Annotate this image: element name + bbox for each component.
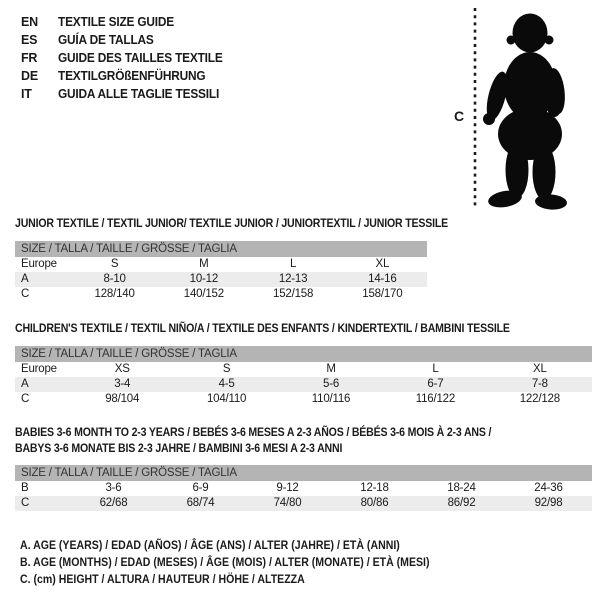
section-title-text: BABYS 3-6 MONATE BIS 2-3 JAHRE / BAMBINI 3-6 MESI A 2-3 ANNI <box>15 441 343 455</box>
size-cell: 3-6 <box>105 482 122 494</box>
size-cell: 104/110 <box>206 393 247 405</box>
height-figure <box>440 0 600 220</box>
size-cell: S <box>110 258 119 270</box>
row-label: A <box>21 273 29 285</box>
size-cell: 80/86 <box>360 497 389 509</box>
row-label: Europe <box>21 363 57 375</box>
table-row-age-years <box>15 377 592 392</box>
size-cell: 12-13 <box>278 273 308 285</box>
size-cell: M <box>326 363 336 375</box>
baby-silhouette-icon <box>483 14 568 211</box>
size-table-children <box>15 346 592 407</box>
language-title: GUIDE DES TAILLES TEXTILE <box>58 51 223 65</box>
table-row-europe <box>15 257 427 272</box>
size-cell: 6-7 <box>427 378 444 390</box>
size-cell: 122/128 <box>519 393 560 405</box>
size-cell: 18-24 <box>447 482 476 494</box>
language-title-block <box>21 13 231 103</box>
size-cell: 128/140 <box>94 288 135 300</box>
size-cell: 9-12 <box>276 482 299 494</box>
size-cell: 4-5 <box>218 378 235 390</box>
size-cell: 74/80 <box>273 497 302 509</box>
size-table-header <box>15 241 427 257</box>
size-header-text: SIZE / TALLA / TAILLE / GRÖSSE / TAGLIA <box>21 467 237 479</box>
table-row-height <box>15 392 592 407</box>
size-cell: 24-36 <box>534 482 563 494</box>
size-cell: 86/92 <box>447 497 476 509</box>
language-code: FR <box>21 51 38 65</box>
size-cell: XL <box>375 258 390 270</box>
language-row-de <box>21 67 231 85</box>
size-table-header <box>15 346 592 362</box>
footnote-age-years <box>20 537 485 554</box>
language-row-es <box>21 31 231 49</box>
size-cell: XS <box>114 363 130 375</box>
size-cell: 98/104 <box>105 393 140 405</box>
language-code: ES <box>21 33 38 47</box>
row-label: C <box>21 393 30 405</box>
size-cell: 8-10 <box>103 273 126 285</box>
size-cell: 10-12 <box>189 273 219 285</box>
size-table-header <box>15 465 592 481</box>
language-title: GUIDA ALLE TAGLIE TESSILI <box>58 87 220 101</box>
section-title-text: BABIES 3-6 MONTH TO 2-3 YEARS / BEBÉS 3-6 MESES A 2-3 AÑOS / BÉBÉS 3-6 MOIS À 2-3 ANS / <box>15 425 492 439</box>
size-cell: 116/122 <box>415 393 456 405</box>
legend <box>20 537 485 588</box>
language-title: GUÍA DE TALLAS <box>58 33 154 47</box>
footnote-age-months <box>20 554 485 571</box>
size-cell: S <box>222 363 231 375</box>
size-cell: 62/68 <box>99 497 128 509</box>
size-table-junior <box>15 241 427 302</box>
footnote-height <box>20 571 485 588</box>
table-row-height <box>15 287 427 302</box>
table-row-europe <box>15 362 592 377</box>
section-title-children <box>15 320 577 336</box>
footnote-text: B. AGE (MONTHS) / EDAD (MESES) / ÂGE (MOIS) / ALTER (MONATE) / ETÀ (MESI) <box>20 555 430 569</box>
language-code: EN <box>21 15 38 29</box>
section-title-babies <box>15 424 556 456</box>
footnote-text: C. (cm) HEIGHT / ALTURA / HAUTEUR / HÖHE / ALTEZZA <box>20 572 305 586</box>
size-cell: 12-18 <box>360 482 389 494</box>
table-row-age-months <box>15 481 592 496</box>
size-table-babies <box>15 465 592 511</box>
table-row-height <box>15 496 592 511</box>
row-label: C <box>21 288 30 300</box>
row-label: C <box>21 497 30 509</box>
size-cell: 3-4 <box>114 378 131 390</box>
size-cell: 6-9 <box>192 482 209 494</box>
section-title-text: JUNIOR TEXTILE / TEXTIL JUNIOR/ TEXTILE JUNIOR / JUNIORTEXTIL / JUNIOR TESSILE <box>15 216 448 230</box>
size-cell: 140/152 <box>183 288 224 300</box>
size-cell: 152/158 <box>273 288 314 300</box>
size-cell: 68/74 <box>186 497 215 509</box>
language-code: DE <box>21 69 38 83</box>
language-row-en <box>21 13 231 31</box>
size-cell: 14-16 <box>368 273 397 285</box>
size-cell: 110/116 <box>311 393 351 405</box>
table-row-age-years <box>15 272 427 287</box>
size-header-text: SIZE / TALLA / TAILLE / GRÖSSE / TAGLIA <box>21 243 237 255</box>
section-title-text: CHILDREN'S TEXTILE / TEXTIL NIÑO/A / TEXTILE DES ENFANTS / KINDERTEXTIL / BAMBINI TESSILE <box>15 321 510 335</box>
language-code: IT <box>21 87 32 101</box>
footnote-text: A. AGE (YEARS) / EDAD (AÑOS) / ÂGE (ANS) / ALTER (JAHRE) / ETÀ (ANNI) <box>20 538 400 552</box>
language-row-fr <box>21 49 231 67</box>
row-label: Europe <box>21 258 57 270</box>
row-label: A <box>21 378 29 390</box>
size-cell: XL <box>532 363 547 375</box>
size-cell: M <box>199 258 209 270</box>
language-title: TEXTILGRÖßENFÜHRUNG <box>58 69 206 83</box>
language-title: TEXTILE SIZE GUIDE <box>58 15 175 29</box>
size-cell: 5-6 <box>323 378 340 390</box>
size-cell: 158/170 <box>362 288 403 300</box>
height-marker-label: C <box>454 108 465 124</box>
size-cell: L <box>290 258 297 270</box>
language-row-it <box>21 85 231 103</box>
size-cell: 7-8 <box>531 378 548 390</box>
size-header-text: SIZE / TALLA / TAILLE / GRÖSSE / TAGLIA <box>21 348 237 360</box>
size-cell: L <box>432 363 439 375</box>
section-title-junior <box>15 215 507 231</box>
size-cell: 92/98 <box>534 497 563 509</box>
row-label: B <box>21 482 29 494</box>
